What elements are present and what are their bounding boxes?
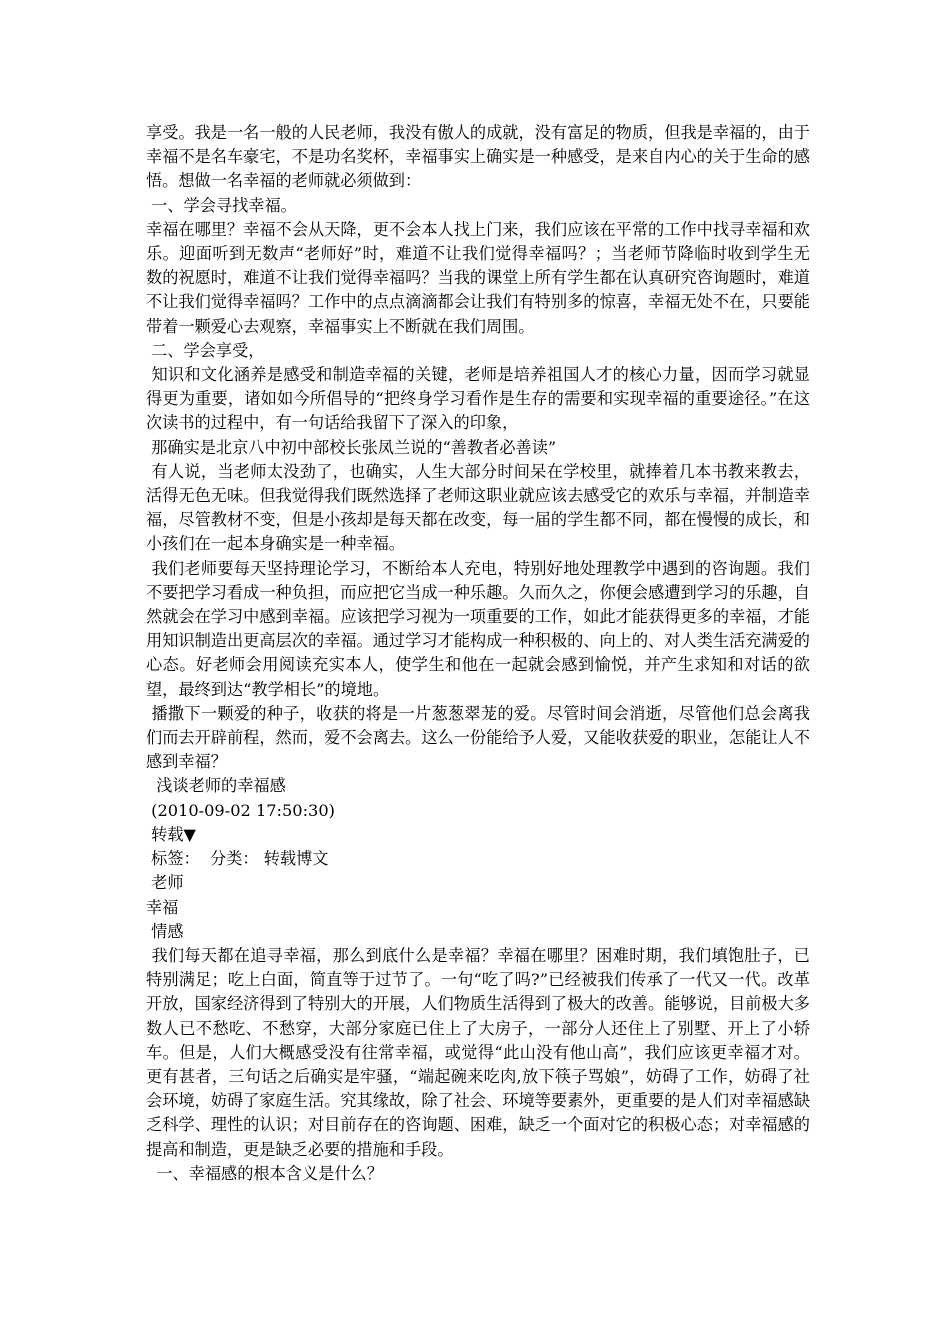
article-title: 浅谈老师的幸福感 — [146, 776, 286, 796]
section-heading-enjoy: 二、学会享受， — [146, 340, 265, 360]
repost-label: 转载▼ — [146, 824, 196, 844]
find-happiness-paragraph: 幸福在哪里？幸福不会从天降，更不会本人找上门来，我们应该在平常的工作中找寻幸福和欢乐。迎面听到无数声“老师好”时，难道不让我们觉得幸福吗？；当老师节降临时收到学生无数的祝愿时，难道不让我们觉得幸福吗？当我的课堂上所有学生都在认真研究咨询题时，难道不让我们觉得幸福吗？工作中的点点滴滴都会让我们有特别多的惊喜，幸福无处不在，只要能带着一颗爱心去观察，幸福事实上不断就在我们周围。 — [146, 219, 810, 336]
section-heading-meaning: 一、幸福感的根本含义是什么？ — [146, 1163, 383, 1183]
pursuit-of-happiness-paragraph: 我们每天都在追寻幸福，那么到底什么是幸福？幸福在哪里？困难时期，我们填饱肚子，已特别满足；吃上白面，简直等于过节了。一句“吃了吗?”已经被我们传承了一代又一代。改革开放，国家经济得到了特别大的开展，人们物质生活得到了极大的改善。能够说，目前极大多数人已不愁吃、不愁穿，大部分家庭已住上了大房子，一部分人还住上了别墅、开上了小轿车。但是，人们大概感受没有往常幸福，或觉得“此山没有他山高”，我们应该更幸福才对。更有甚者，三句话之后确实是牢骚，“端起碗来吃肉,放下筷子骂娘”，妨碍了工作，妨碍了社会环境，妨碍了家庭生活。究其缘故，除了社会、环境等要素外，更重要的是人们对幸福感缺乏科学、理性的认识；对目前存在的咨询题、困难，缺乏一个面对它的积极心态；对幸福感的提高和制造，更是缺乏必要的措施和手段。 — [146, 945, 810, 1159]
teacher-life-paragraph: 有人说，当老师太没劲了，也确实，人生大部分时间呆在学校里，就捧着几本书教来教去，活得无色无味。但我觉得我们既然选择了老师这职业就应该去感受它的欢乐与幸福，并制造幸福，尽管教材不变，但是小孩却是每天都在改变，每一届的学生都不同，都在慢慢的成长，和小孩们在一起本身确实是一种幸福。 — [146, 461, 810, 554]
section-heading-find-happiness: 一、学会寻找幸福。 — [146, 195, 297, 215]
tags-category-line: 标签： 分类： 转载博文 — [146, 849, 329, 869]
intro-paragraph: 享受。我是一名一般的人民老师，我没有傲人的成就，没有富足的物质，但我是幸福的，由于幸福不是名车豪宅，不是功名奖杯，幸福事实上确实是一种感受，是来自内心的关于生命的感悟。想做一名幸福的老师就必须做到： — [146, 123, 810, 191]
study-paragraph: 我们老师要每天坚持理论学习，不断给本人充电，特别好地处理教学中遇到的咨询题。我们不要把学习看成一种负担，而应把它当成一种乐趣。久而久之，你便会感遭到学习的乐趣，自然就会在学习中感到幸福。应该把学习视为一项重要的工作，如此才能获得更多的幸福，才能用知识制造出更高层次的幸福。通过学习才能构成一种积极的、向上的、对人类生活充满爱的心态。好老师会用阅读充实本人，使学生和他在一起就会感到愉悦，并产生求知和对话的欲望，最终到达“教学相长”的境地。 — [146, 558, 810, 699]
post-timestamp: (2010-09-02 17:50:30) — [146, 800, 335, 820]
tag-happiness: 幸福 — [146, 897, 179, 917]
knowledge-paragraph: 知识和文化涵养是感受和制造幸福的关键，老师是培养祖国人才的核心力量，因而学习就显得更为重要，诸如如今所倡导的“把终身学习看作是生存的需要和实现幸福的重要途径。”在这次读书的过程中，有一句话给我留下了深入的印象， — [146, 365, 810, 433]
tag-emotion: 情感 — [146, 921, 184, 941]
seed-of-love-paragraph: 播撒下一颗爱的种子，收获的将是一片葱葱翠茏的爱。尽管时间会消逝，尽管他们总会离我们而去开辟前程，然而，爱不会离去。这么一份能给予人爱，又能收获爱的职业，怎能让人不感到幸福？ — [146, 703, 810, 772]
tag-teacher: 老师 — [146, 873, 184, 893]
quote-paragraph: 那确实是北京八中初中部校长张凤兰说的“善教者必善读” — [146, 437, 557, 457]
article-body — [146, 121, 810, 1186]
